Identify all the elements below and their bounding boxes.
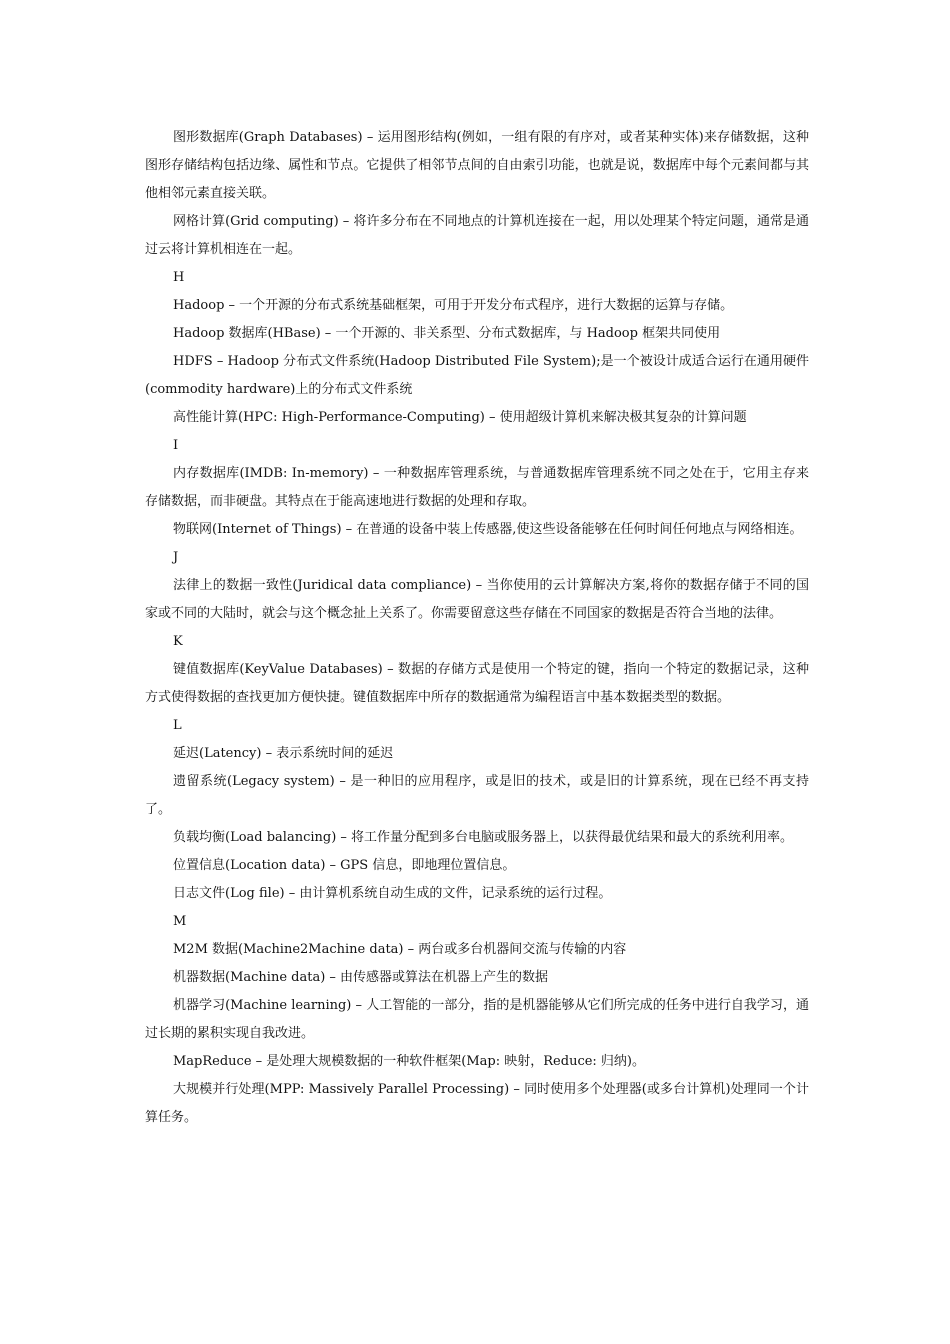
entry-grid-computing: 网格计算(Grid computing) – 将许多分布在不同地点的计算机连接在一起，用以处理某个特定问题，通常是通过云将计算机相连在一起。 [145, 214, 809, 257]
entry-hpc: 高性能计算(HPC: High-Performance-Computing) – 使用超级计算机来解决极其复杂的计算问题 [173, 410, 747, 425]
entry-internet-of-things: 物联网(Internet of Things) – 在普通的设备中装上传感器,使这些设备能够在任何时间任何地点与网络相连。 [173, 522, 803, 537]
entry-load-balancing: 负载均衡(Load balancing) – 将工作量分配到多台电脑或服务器上，以获得最优结果和最大的系统利用率。 [173, 830, 794, 845]
section-letter-h: H [173, 270, 185, 285]
entry-keyvalue-databases: 键值数据库(KeyValue Databases) – 数据的存储方式是使用一个特定的键，指向一个特定的数据记录，这种方式使得数据的查找更加方便快捷。键值数据库中所存的数据通常为编程语言中基本数据类型的数据。 [145, 662, 809, 705]
entry-m2m-data: M2M 数据(Machine2Machine data) – 两台或多台机器间交流与传输的内容 [173, 942, 627, 957]
entry-latency: 延迟(Latency) – 表示系统时间的延迟 [173, 746, 394, 761]
entry-juridical-data-compliance: 法律上的数据一致性(Juridical data compliance) – 当你使用的云计算解决方案,将你的数据存储于不同的国家或不同的大陆时，就会与这个概念扯上关系了。你需要留意这些存储在不同国家的数据是否符合当地的法律。 [145, 578, 809, 621]
entry-legacy-system: 遗留系统(Legacy system) – 是一种旧的应用程序，或是旧的技术，或是旧的计算系统，现在已经不再支持了。 [145, 774, 809, 817]
section-letter-i: I [173, 438, 179, 453]
section-letter-k: K [173, 634, 183, 649]
entry-log-file: 日志文件(Log file) – 由计算机系统自动生成的文件，记录系统的运行过程。 [173, 886, 612, 901]
entry-location-data: 位置信息(Location data) – GPS 信息，即地理位置信息。 [173, 858, 516, 873]
section-letter-m: M [173, 914, 187, 929]
entry-machine-data: 机器数据(Machine data) – 由传感器或算法在机器上产生的数据 [173, 970, 549, 985]
entry-mapreduce: MapReduce – 是处理大规模数据的一种软件框架(Map: 映射，Reduce: 归纳)。 [173, 1054, 645, 1069]
glossary-document [145, 124, 809, 1132]
section-letter-l: L [173, 718, 182, 733]
section-letter-j: J [173, 550, 179, 565]
entry-graph-databases: 图形数据库(Graph Databases) – 运用图形结构(例如，一组有限的有序对，或者某种实体)来存储数据，这种图形存储结构包括边缘、属性和节点。它提供了相邻节点间的自由索引功能，也就是说，数据库中每个元素间都与其他相邻元素直接关联。 [145, 130, 809, 201]
entry-machine-learning: 机器学习(Machine learning) – 人工智能的一部分，指的是机器能够从它们所完成的任务中进行自我学习，通过长期的累积实现自我改进。 [145, 998, 809, 1041]
entry-hdfs: HDFS – Hadoop 分布式文件系统(Hadoop Distributed File System);是一个被设计成适合运行在通用硬件(commodity hardware)上的分布式文件系统 [145, 354, 809, 397]
entry-imdb: 内存数据库(IMDB: In-memory) – 一种数据库管理系统，与普通数据库管理系统不同之处在于，它用主存来存储数据，而非硬盘。其特点在于能高速地进行数据的处理和存取。 [145, 466, 809, 509]
entry-hbase: Hadoop 数据库(HBase) – 一个开源的、非关系型、分布式数据库，与 Hadoop 框架共同使用 [173, 326, 721, 341]
entry-mpp: 大规模并行处理(MPP: Massively Parallel Processing) – 同时使用多个处理器(或多台计算机)处理同一个计算任务。 [145, 1082, 809, 1125]
entry-hadoop: Hadoop – 一个开源的分布式系统基础框架，可用于开发分布式程序，进行大数据的运算与存储。 [173, 298, 734, 313]
